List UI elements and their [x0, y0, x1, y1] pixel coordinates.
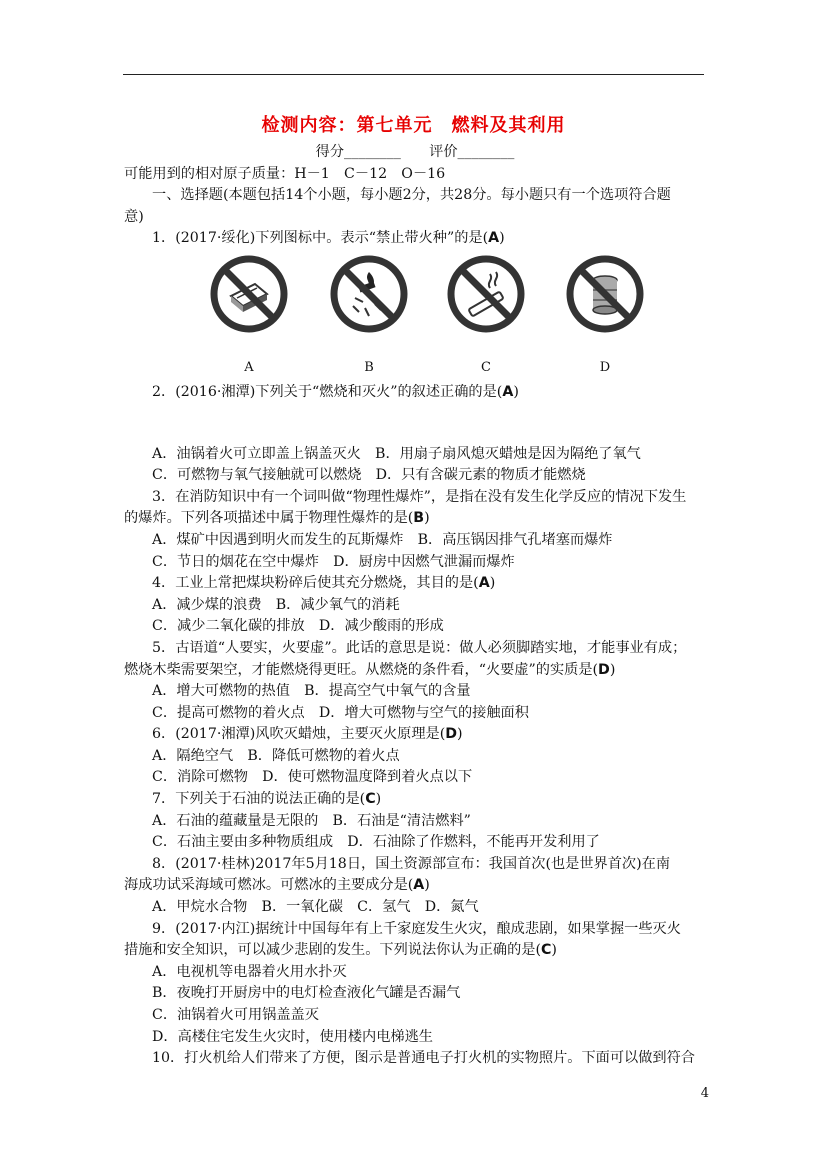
- q3-options-2: C．节日的烟花在空中爆炸 D．厨房中因燃气泄漏而爆炸: [152, 553, 515, 570]
- q8-options-1: A．甲烷水合物 B．一氧化碳 C．氢气 D．氮气: [152, 899, 479, 916]
- icon-label-b: B: [364, 359, 374, 375]
- q4-options-2: C．减少二氧化碳的排放 D．减少酸雨的形成: [152, 618, 444, 635]
- icon-label-d: D: [599, 359, 611, 375]
- q2-options-2: C．可燃物与氧气接触就可以燃烧 D．只有含碳元素的物质才能燃烧: [152, 467, 586, 484]
- answer: C: [365, 791, 376, 808]
- answer: A: [413, 877, 425, 894]
- page-title: 检测内容：第七单元 燃料及其利用: [261, 115, 566, 136]
- q5-options-2: C．提高可燃物的着火点 D．增大可燃物与空气的接触面积: [152, 704, 529, 721]
- question-4: 4．工业上常把煤块粉碎后使其充分燃烧，其目的是(A): [152, 575, 496, 592]
- question-5-cont: 燃烧木柴需要架空，才能燃烧得更旺。从燃烧的条件看，“火要虚”的实质是(D): [124, 661, 616, 678]
- answer: C: [540, 942, 552, 959]
- section-heading-cont: 意): [124, 208, 144, 225]
- score-line: 得分________ 评价________: [315, 144, 515, 160]
- atomic-mass-line: 可能用到的相对原子质量：H－1 C－12 O－16: [124, 165, 446, 182]
- q6-options-2: C．消除可燃物 D．使可燃物温度降到着火点以下: [152, 769, 473, 786]
- answer: D: [598, 661, 610, 678]
- q9-option-b: B．夜晚打开厨房中的电灯检查液化气罐是否漏气: [152, 985, 461, 1002]
- q7-options-2: C．石油主要由多种物质组成 D．石油除了作燃料，不能再开发利用了: [152, 834, 600, 851]
- question-7: 7．下列关于石油的说法正确的是(C): [152, 791, 382, 808]
- question-8-cont: 海成功试采海域可燃冰。可燃冰的主要成分是(A): [124, 877, 430, 894]
- q5-options-1: A．增大可燃物的热值 B．提高空气中氧气的含量: [152, 683, 471, 700]
- q2-options-1: A．油锅着火可立即盖上锅盖灭火 B．用扇子扇风熄灭蜡烛是因为隔绝了氧气: [152, 445, 641, 462]
- header-rule: [123, 74, 704, 75]
- q9-option-c: C．油锅着火可用锅盖盖灭: [152, 1007, 319, 1023]
- no-smoking-icon: [446, 254, 526, 334]
- question-10: 10．打火机给人们带来了方便，图示是普通电子打火机的实物照片。下面可以做到符合: [152, 1050, 695, 1067]
- no-fuel-barrel-icon: [565, 254, 645, 334]
- exam-content: [124, 142, 706, 1070]
- q9-option-d: D．高楼住宅发生火灾时，使用楼内电梯逃生: [152, 1028, 433, 1045]
- answer: A: [488, 230, 500, 247]
- no-matches-icon: [209, 254, 289, 334]
- question-6: 6．(2017·湘潭)风吹灭蜡烛，主要灭火原理是(D): [152, 726, 463, 743]
- answer: B: [413, 510, 425, 527]
- q9-option-a: A．电视机等电器着火用水扑灭: [152, 963, 347, 980]
- page-number: 4: [700, 1086, 709, 1101]
- icon-label-a: A: [244, 359, 254, 375]
- q3-options-1: A．煤矿中因遇到明火而发生的瓦斯爆炸 B．高压锅因排气孔堵塞而爆炸: [152, 531, 613, 548]
- question-5: 5．古语道“人要实，火要虚”。此话的意思是说：做人必须脚踏实地，才能事业有成；: [152, 639, 687, 656]
- question-1: 1．(2017·绥化)下列图标中。表示“禁止带火种”的是(A): [152, 230, 505, 247]
- answer: D: [445, 726, 458, 743]
- sign-icons: [124, 254, 706, 382]
- question-3-cont: 的爆炸。下列各项描述中属于物理性爆炸的是(B): [124, 510, 430, 527]
- q4-options-1: A．减少煤的浪费 B．减少氧气的消耗: [152, 596, 400, 613]
- q6-options-1: A．隔绝空气 B．降低可燃物的着火点: [152, 747, 400, 764]
- no-flammable-icon: [329, 254, 409, 334]
- question-2: 2．(2016·湘潭)下列关于“燃烧和灭火”的叙述正确的是(A): [152, 383, 519, 400]
- question-9-cont: 措施和安全知识，可以减少悲剧的发生。下列说法你认为正确的是(C): [124, 942, 557, 959]
- answer: A: [478, 575, 490, 592]
- question-3: 3．在消防知识中有一个词叫做“物理性爆炸”，是指在没有发生化学反应的情况下发生: [152, 488, 687, 505]
- question-8: 8．(2017·桂林)2017年5月18日，国土资源部宣布：我国首次(也是世界首次)在南: [152, 855, 671, 872]
- question-9: 9．(2017·内江)据统计中国每年有上千家庭发生火灾，酿成悲剧，如果掌握一些灭火: [152, 920, 681, 937]
- section-heading: 一、选择题(本题包括14个小题，每小题2分，共28分。每小题只有一个选项符合题: [152, 187, 671, 204]
- q7-options-1: A．石油的蕴藏量是无限的 B．石油是“清洁燃料”: [152, 812, 471, 829]
- icon-label-c: C: [481, 359, 491, 375]
- answer: A: [502, 383, 514, 400]
